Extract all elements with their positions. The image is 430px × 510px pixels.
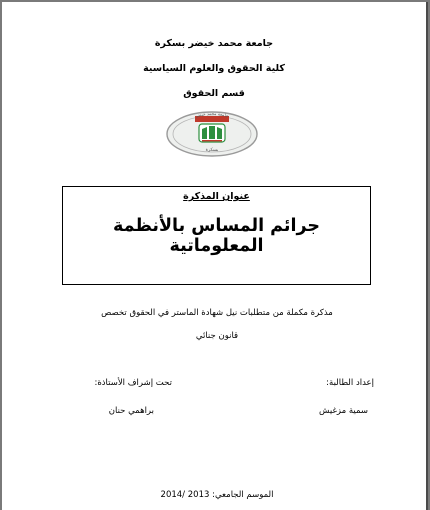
university-logo <box>165 110 259 158</box>
university-name: جامعة محمد خيضر بسكرة <box>154 38 274 49</box>
academic-year: الموسم الجامعي: 2013 /2014 <box>160 490 274 500</box>
supervisor-name: براهمي حنان <box>108 406 154 416</box>
thesis-title: جرائم المساس بالأنظمة المعلوماتية <box>113 216 320 256</box>
thesis-title-label: عنوان المذكرة <box>183 191 250 202</box>
specialization: قانون جنائي <box>195 331 239 341</box>
thesis-title-box <box>62 186 371 285</box>
faculty-name: كلية الحقوق والعلوم السياسية <box>143 63 285 74</box>
student-name: سمية مزغيش <box>319 406 368 416</box>
supervisor-label: تحت إشراف الأستاذة: <box>94 378 172 388</box>
thesis-description: مذكرة مكملة من متطلبات نيل شهادة الماستر في الحقوق تخصص <box>101 308 333 318</box>
logo-arc-text: جامعة محمد خيضر <box>194 110 230 119</box>
logo-bottom-text: بسكرة <box>205 148 219 153</box>
department-name: قسم الحقوق <box>183 88 245 99</box>
document-page <box>2 2 428 510</box>
prepared-by-label: إعداد الطالبة: <box>326 378 374 388</box>
